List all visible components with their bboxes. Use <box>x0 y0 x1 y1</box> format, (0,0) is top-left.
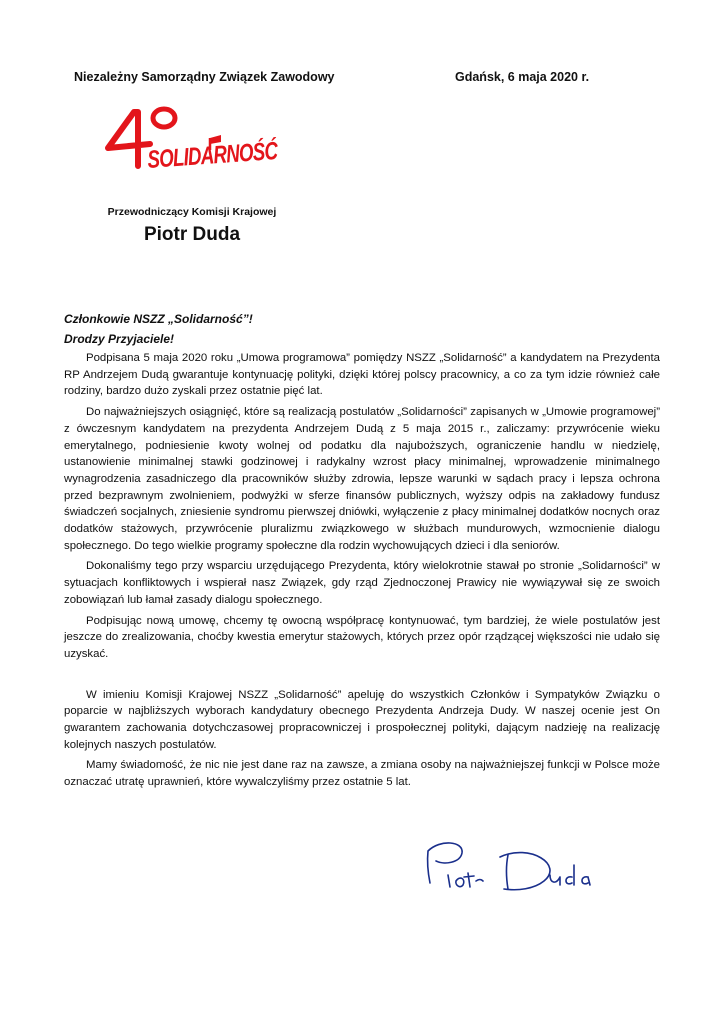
body-paragraph: W imieniu Komisji Krajowej NSZZ „Solidarność” apeluję do wszystkich Członków i Sympatyków Związku o poparcie w najbliższych wyborach kandydatury obecnego Prezydenta Andrzeja Dudy. W naszej ocenie jest On gwarantem zachowania dotychczasowej propracowniczej i prospołecznej polityki, dającym nadzieję na realizację kolejnych naszych postulatów. <box>64 688 660 751</box>
organization-name: Niezależny Samorządny Związek Zawodowy <box>74 70 335 84</box>
solidarnosc-logo <box>104 104 322 184</box>
handwritten-signature <box>400 835 620 905</box>
chairman-title: Przewodniczący Komisji Krajowej <box>107 206 277 218</box>
body-paragraph: Podpisując nową umowę, chcemy tę owocną współpracę kontynuować, tym bardziej, że wiele postulatów jest jeszcze do zrealizowania, choćby kwestia emerytur stażowych, których przez opór rządzącej większości nie udało się uzyskać. <box>64 614 660 660</box>
salutation-line-2: Drodzy Przyjaciele! <box>64 332 175 346</box>
body-paragraph: Mamy świadomość, że nic nie jest dane raz na zawsze, a zmiana osoby na najważniejszej funkcji w Polsce może oznaczać utratę uprawnień, które wywalczyliśmy przez ostatnie 5 lat. <box>64 759 660 789</box>
letter-body <box>64 350 660 795</box>
body-paragraph: Dokonaliśmy tego przy wsparciu urzędującego Prezydenta, który wielokrotnie stawał po stronie „Solidarności” w sytuacjach konfliktowych i wspierał nasz Związek, gdy rząd Zjednoczonej Prawicy nie wywiązywał się ze swoich zobowiązań lub łamał zasady dialogu społecznego. <box>64 560 660 606</box>
body-paragraph: Do najważniejszych osiągnięć, które są realizacją postulatów „Solidarności” zapisanych w „Umowie programowej” z ówczesnym kandydatem na prezydenta Andrzejem Dudą z 5 maja 2015 r., zaliczamy: przywrócenie wieku emerytalnego, podniesienie kwoty wolnej od podatku dla najuboższych, ograniczenie handlu w niedzielę, ustanowienie minimalnej stawki godzinowej i radykalny wzrost płacy minimalnej, wprowadzenie minimalnego wynagrodzenia zasadniczego dla pracowników służby zdrowia, lepsze warunki w sądach pracy i lepsza ochrona przed bezprawnym zwolnieniem, podwyżki w sferze finansów publicznych, wyższy odpis na zakładowy fundusz świadczeń socjalnych, zniesienie syndromu pierwszej dniówki, wyłączenie z płacy minimalnej dodatków nocnych oraz dodatków stażowych, przywrócenie pluralizmu związkowego w służbach mundurowych, wzmocnienie dialogu społecznego. Do tego wielkie programy społeczne dla rodzin wychowujących dzieci i dla seniorów. <box>64 406 660 552</box>
salutation-line-1: Członkowie NSZZ „Solidarność”! <box>64 312 253 326</box>
salutation <box>64 309 253 349</box>
place-date: Gdańsk, 6 maja 2020 r. <box>455 70 590 84</box>
svg-text:SOLIDARNOŚĆ: SOLIDARNOŚĆ <box>146 133 322 174</box>
chairman-name: Piotr Duda <box>143 224 241 245</box>
body-paragraph: Podpisana 5 maja 2020 roku „Umowa programowa” pomiędzy NSZZ „Solidarność” a kandydatem na Prezydenta RP Andrzejem Dudą gwarantuje kontynuację polityki, dzięki której polscy pracownicy, a co za tym idzie również całe rodziny, bardzo dużo zyskali przez ostatnie pięć lat. <box>64 352 660 398</box>
